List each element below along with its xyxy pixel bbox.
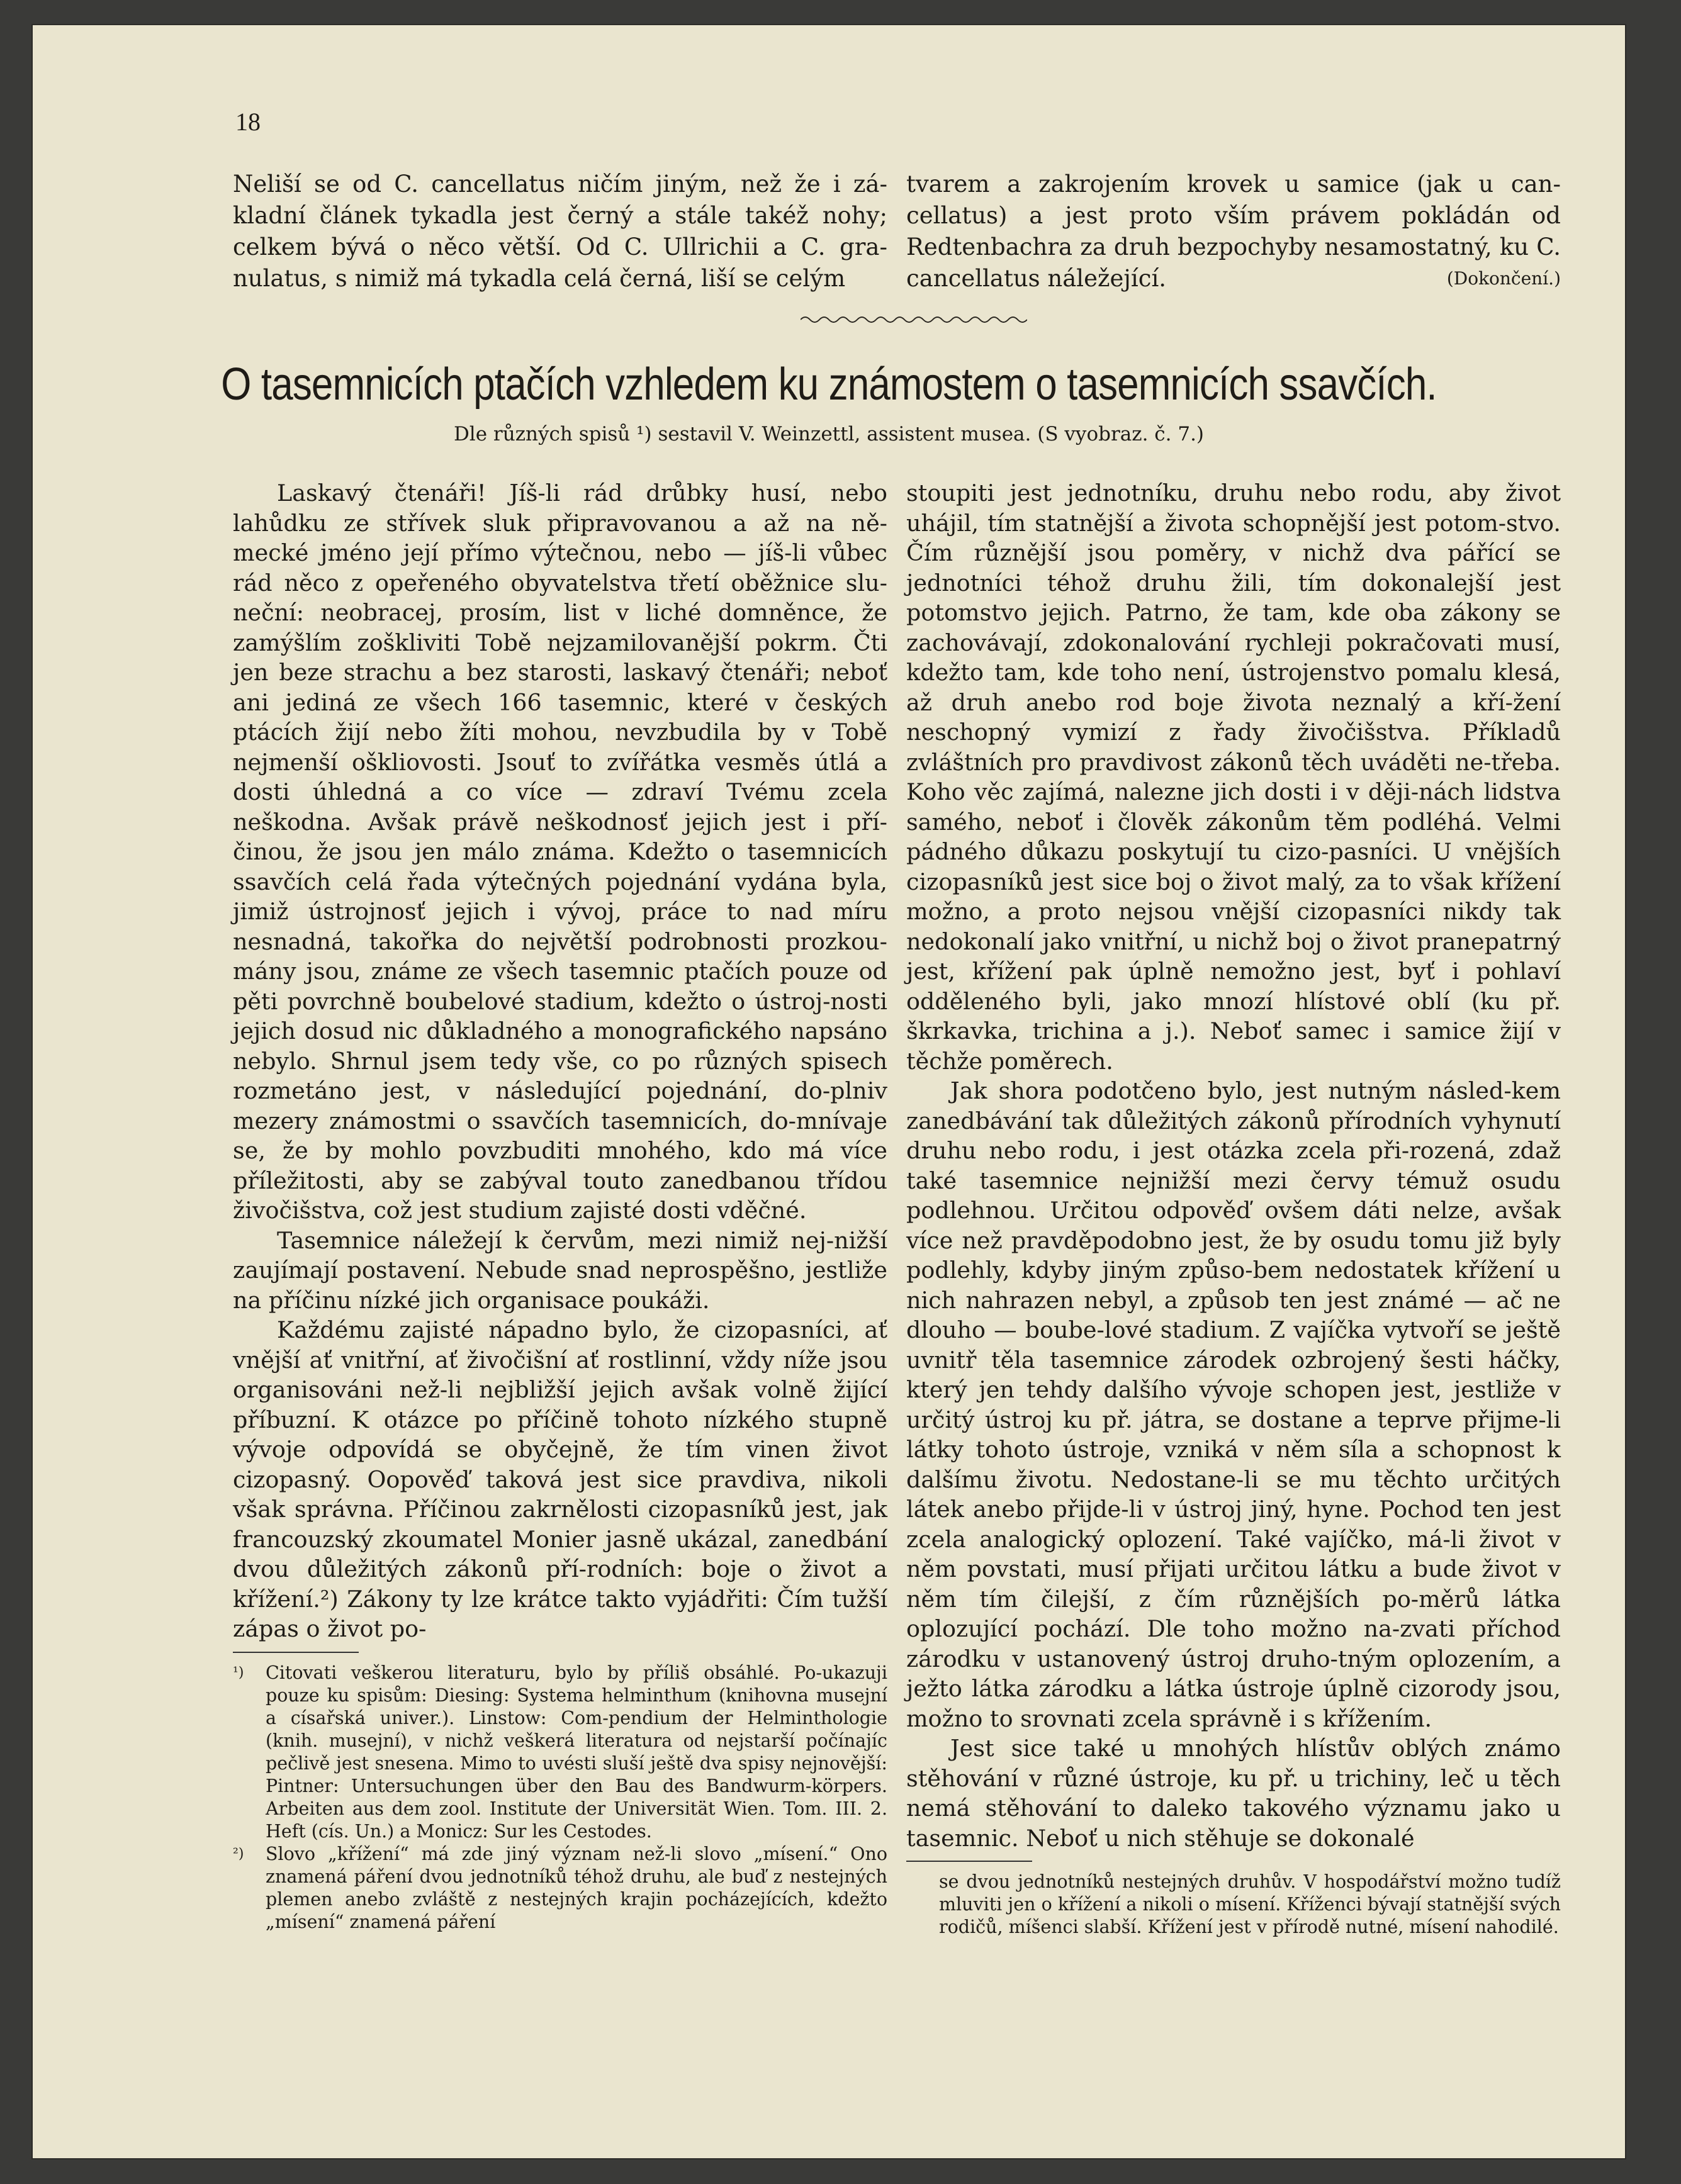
previous-article-continuation <box>233 169 1561 294</box>
article-right-column <box>906 478 1561 1939</box>
footnote-continuation: se dvou jednotníků nestejných druhův. V hospodářství možno tudíž mluviti jen o křížení a nikoli o mísení. Kříženci bývají statnější svých rodičů, míšenci slabší. Křížení jest v přírodě nutné, mísení nahodilé. <box>939 1871 1561 1937</box>
footnote-mark: ²) <box>233 1845 244 1862</box>
end-note: (Dokončení.) <box>1446 268 1561 289</box>
footnote-rule <box>906 1861 1032 1862</box>
footnote-text: Slovo „křížení“ má zde jiný význam než-li slovo „mísení.“ Ono znamená páření dvou jednotníků téhož druhu, ale buď z nestejných plemen anebo zvláště z nestejných krajin pocházejících, kdežto „mísení“ znamená páření <box>266 1843 887 1932</box>
continuation-left-text: Neliší se od C. cancellatus ničím jiným, než že i zá-kladní článek tykadla jest černý a stále takéž nohy; celkem bývá o něco větší. Od C. Ullrichii a C. gra-nulatus, s nimiž má tykadla celá černá, liší se celým <box>233 171 887 292</box>
footnote <box>233 1843 887 1934</box>
article-byline: Dle různých spisů ¹) sestavil V. Weinzettl, assistent musea. (S vyobraz. č. 7.) <box>453 423 1205 445</box>
paragraph: stoupiti jest jednotníku, druhu nebo rodu, aby život uhájil, tím statnější a života schopnější jest potom-stvo. Čím různější jsou poměry, v nichž dva pářící se jednotníci téhož druhu žili, tím dokonalejší jest potomstvo jejich. Patrno, že tam, kde oba zákony se zachovávají, zdokonalování rychleji pokračovati musí, kdežto tam, kde toho není, ústrojenstvo pomalu klesá, až druh anebo rod boje života neznalý a kří-žení neschopný vymizí z řady živočišstva. Příkladů zvláštních pro pravdivost zákonů těch uváděti ne-třeba. Koho věc zajímá, nalezne jich dosti i v ději-nách lidstva samého, neboť i člověk zákonům těm podléhá. Velmi pádného důkazu poskytují tu cizo-pasníci. U vnějších cizopasníků jest sice boj o život malý, za to však křížení možno, a proto nejsou vnější cizopasníci nikdy tak nedokonalí jako vnitřní, u nichž boj o život pranepatrný jest, křížení pak úplně nemožno jest, byť i pohlaví odděleného byli, jako mnozí hlístové oblí (ku př. škrkavka, trichina a j.). Neboť samec i samice žijí v těchže poměrech. <box>906 479 1561 1075</box>
scanned-page <box>33 25 1625 2158</box>
article-body <box>233 478 1561 1939</box>
continuation-left-column <box>233 169 887 294</box>
paragraph: Jak shora podotčeno bylo, jest nutným násled-kem zanedbávání tak důležitých zákonů přírodních vyhynutí druhu nebo rodu, i jest otázka zcela při-rozená, zdaž také tasemnice nejnižší mezi červy témuž osudu podlehnou. Určitou odpověď ovšem dáti nelze, avšak více než pravděpodobno jest, že by osudu tomu již byly podlehly, kdyby jiným způso-bem nedostatek křížení u nich nahrazen nebyl, a způsob ten jest známé — ač ne dlouho — boube-lové stadium. Z vajíčka vytvoří se ještě uvnitř těla tasemnice zárodek ozbrojený šesti háčky, který jen tehdy dalšího vývoje schopen jest, jestliže v určitý ústroj ku př. játra, se dostane a teprve přijme-li látky tohoto ústroje, vzniká v něm síla a schopnost k dalšímu životu. Nedostane-li se mu těchto určitých látek anebo přijde-li v ústroj jiný, hyne. Pochod ten jest zcela analogický oplození. Také vajíčko, má-li život v něm povstati, musí přijati určitou látku a bude život v něm tím čilejší, z čím různějších po-měrů látka oplozující pochází. Dle toho možno na-zvati příchod zárodku v ustanovený ústroj druho-tným oplozením, a ježto látka zárodku a látka ústroje úplně cizorody jsou, možno to srovnati zcela správně i s křížením. <box>906 1077 1561 1732</box>
paragraph: Každému zajisté nápadno bylo, že cizopasníci, ať vnější ať vnitřní, ať živočišní ať rostlinní, vždy níže jsou organisováni než-li nejbližší jejich avšak volně žijící příbuzní. K otázce po příčině tohoto nízkého stupně vývoje odpovídá se obyčejně, že tím vinen život cizopasný. Oopověď taková jest sice pravdiva, nikoli však správna. Příčinou zakrnělosti cizopasníků jest, jak francouzský zkoumatel Monier jasně ukázal, zanedbání dvou důležitých zákonů pří-rodních: boje o život a křížení.²) Zákony ty lze krátce takto vyjádřiti: Čím tužší zápas o život po- <box>233 1316 887 1642</box>
continuation-right-text: tvarem a zakrojením krovek u samice (jak u can-cellatus) a jest proto vším právem pokládán od Redtenbachra za druh bezpochyby nesamostatný, ku C. cancellatus náležející. <box>906 171 1561 292</box>
paragraph: Laskavý čtenáři! Jíš-li rád drůbky husí, nebo lahůdku ze střívek sluk připravovanou a až na ně-mecké jméno její přímo výtečnou, nebo — jíš-li vůbec rád něco z opeřeného obyvatelstva třetí oběžnice slu-neční: neobracej, prosím, list v liché domněnce, že zamýšlím zoškliviti Tobě nejzamilovanější pokrm. Čti jen beze strachu a bez starosti, laskavý čtenáři; neboť ani jediná ze všech 166 tasemnic, které v českých ptácích žijí nebo žíti mohou, nevzbudila by v Tobě nejmenší oškliovosti. Jsouť to zvířátka vesměs útlá a dosti úhledná a co více — zdraví Tvému zcela neškodna. Avšak právě neškodnosť jejich jest i pří-činou, že jsou jen málo známa. Kdežto o tasemnicích ssavčích celá řada výtečných pojednání vydána byla, jimiž ústrojnosť jejich i vývoj, práce to nad míru nesnadná, takořka do největší podrobnosti prozkou-mány jsou, známe ze všech tasemnic ptačích pouze od pěti povrchně boubelové stadium, kdežto o ústroj-nosti jejich dosud nic důkladného a monografického napsáno nebylo. Shrnul jsem tedy vše, co po různých spisech rozmetáno jest, v následující pojednání, do-plniv mezery známostmi o ssavčích tasemnicích, do-mnívaje se, že by mohlo povzbuditi mnohého, kdo má více příležitosti, aby se zabýval touto zanedbanou třídou živočišstva, což jest studium zajisté dosti vděčné. <box>233 479 887 1224</box>
wavy-divider-ornament <box>801 312 1027 327</box>
paragraph: Jest sice také u mnohých hlístův oblých známo stěhování v různé ústroje, ku př. u trichiny, leč u těch nemá stěhování to daleko takového významu jako u tasemnic. Neboť u nich stěhuje se dokonalé <box>906 1735 1561 1852</box>
page-number: 18 <box>235 108 261 136</box>
article-left-column <box>233 478 887 1939</box>
footnote-mark: ¹) <box>233 1664 244 1681</box>
article-title: O tasemnicích ptačích vzhledem ku známostem o tasemnicích ssavčích. <box>221 359 1437 410</box>
footnote-rule <box>233 1652 359 1653</box>
paragraph: Tasemnice náležejí k červům, mezi nimiž nej-nižší zaujímají postavení. Nebude snad neprospěšno, jestliže na příčinu nízké jich organisace poukáži. <box>233 1226 887 1314</box>
continuation-right-paragraph <box>906 169 1561 294</box>
footnote-text: Citovati veškerou literaturu, bylo by příliš obsáhlé. Po-ukazuji pouze ku spisům: Diesing: Systema helminthum (knihovna musejní a císařská univer.). Linstow: Com-pendium der Helminthologie (knih. musejní), v nichž veškerá literatura od nejstarší počínajíc pečlivě jest snesena. Mimo to uvésti sluší ještě dva spisy nejnovější: Pintner: Untersuchungen über den Bau des Bandwurm-körpers. Arbeiten aus dem zool. Institute der Universität Wien. Tom. III. 2. Heft (cís. Un.) a Monicz: Sur les Cestodes. <box>266 1662 887 1842</box>
continuation-right-column <box>906 169 1561 294</box>
footnote <box>233 1662 887 1843</box>
footnotes <box>233 1662 887 1934</box>
